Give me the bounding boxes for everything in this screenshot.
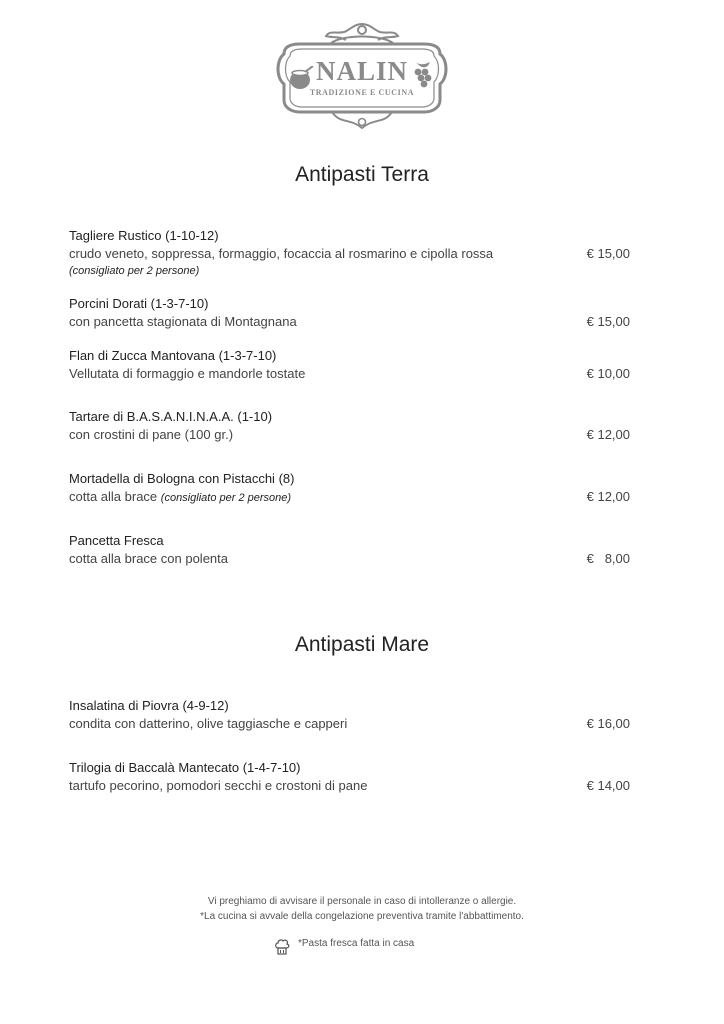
menu-item [69,227,630,280]
item-description: condita con datterino, olive taggiasche e capperi [69,716,348,731]
item-description-text: cotta alla brace [69,489,158,504]
restaurant-logo [270,20,454,134]
item-title [69,408,630,426]
item-title [69,347,630,365]
item-price: € 14,00 [586,778,630,793]
item-title [69,697,630,715]
item-name: Pancetta Fresca [69,533,164,548]
item-price: € 15,00 [586,246,630,261]
item-allergens: (1-10) [237,409,273,424]
item-name: Tagliere Rustico [69,228,162,243]
section-title-mare: Antipasti Mare [294,633,430,656]
item-name: Insalatina di Piovra [69,698,179,713]
item-name: Mortadella di Bologna con Pistacchi [69,471,275,486]
item-description: con pancetta stagionata di Montagnana [69,314,297,329]
item-allergens: (1-4-7-10) [242,760,301,775]
item-description: Vellutata di formaggio e mandorle tostate [69,366,306,381]
item-allergens: (1-3-7-10) [218,348,277,363]
item-title [69,532,630,550]
allergy-notice: Vi preghiamo di avvisare il personale in caso di intolleranze o allergie. [207,896,517,907]
logo-name: NALIN [315,56,408,86]
menu-item [69,697,630,733]
item-price: € 12,00 [586,489,630,504]
freezing-notice: *La cucina si avvale della congelazione preventiva tramite l'abbattimento. [200,911,524,922]
item-note: (consigliato per 2 persone) [160,492,292,504]
item-description [69,488,630,507]
item-description: con crostini di pane (100 gr.) [69,427,234,442]
item-name: Tartare di B.A.S.A.N.I.N.A.A. [69,409,234,424]
item-name: Flan di Zucca Mantovana [69,348,215,363]
item-allergens: (1-10-12) [165,228,219,243]
item-price: € 15,00 [586,314,630,329]
menu-item [69,759,630,795]
menu-item [69,408,630,444]
item-title [69,227,630,245]
pasta-notice-text: *Pasta fresca fatta in casa [298,938,415,949]
item-price: € 16,00 [586,716,630,731]
menu-item [69,470,630,507]
item-name: Porcini Dorati [69,296,148,311]
item-name: Trilogia di Baccalà Mantecato [69,760,240,775]
item-allergens: (1-3-7-10) [150,296,209,311]
item-description: tartufo pecorino, pomodori secchi e crostoni di pane [69,778,368,793]
item-price: € 8,00 [586,551,630,566]
item-title [69,295,630,313]
item-allergens: (8) [278,471,295,486]
item-price: € 10,00 [586,366,630,381]
item-price: € 12,00 [586,427,630,442]
item-note: (consigliato per 2 persone) [69,265,200,277]
item-allergens: (4-9-12) [182,698,229,713]
menu-item [69,347,630,383]
item-description: crudo veneto, soppressa, formaggio, focaccia al rosmarino e cipolla rossa [69,246,494,261]
item-title [69,759,630,777]
menu-item [69,532,630,568]
menu-item [69,295,630,331]
logo-subtitle: TRADIZIONE E CUCINA [309,88,415,97]
item-title [69,470,630,488]
section-title-terra: Antipasti Terra [295,163,429,186]
chef-hat-icon [274,938,290,956]
item-description: cotta alla brace con polenta [69,551,228,566]
